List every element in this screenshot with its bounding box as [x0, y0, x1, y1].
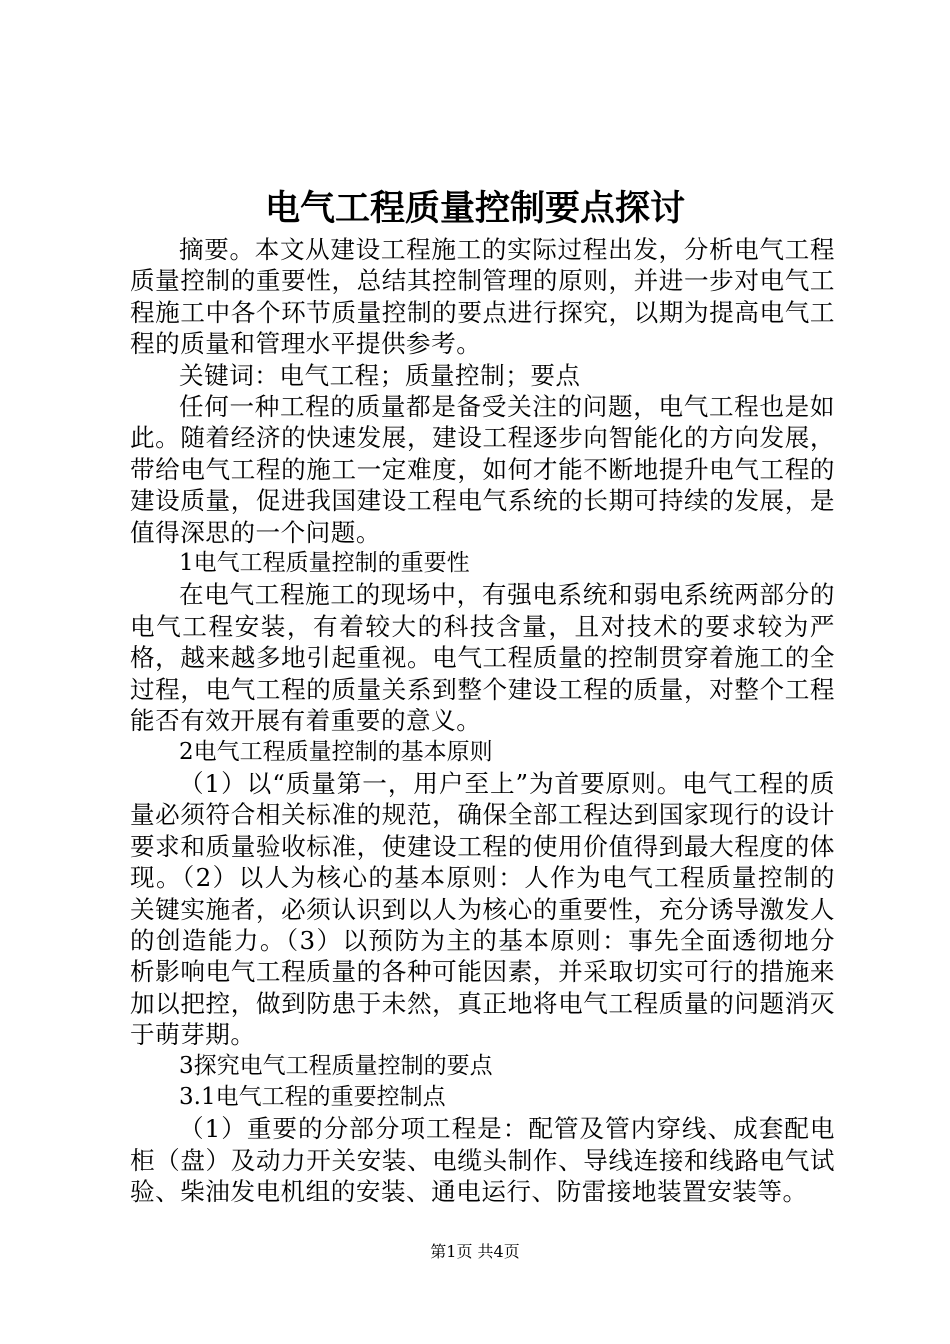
abstract-paragraph: 摘要。本文从建设工程施工的实际过程出发，分析电气工程质量控制的重要性，总结其控制管理的原则，并进一步对电气工程施工中各个环节质量控制的要点进行探究，以期为提高电气工程的质量和管理水平提供参考。 — [130, 235, 835, 359]
subsection-3-1-paragraph: （1）重要的分部分项工程是：配管及管内穿线、成套配电柜（盘）及动力开关安装、电缆头制作、导线连接和线路电气试验、柴油发电机组的安装、通电运行、防雷接地装置安装等。 — [130, 1114, 835, 1207]
section-1-paragraph: 在电气工程施工的现场中，有强电系统和弱电系统两部分的电气工程安装，有着较大的科技含量，且对技术的要求较为严格，越来越多地引起重视。电气工程质量的控制贯穿着施工的全过程，电气工程的质量关系到整个建设工程的质量，对整个工程能否有效开展有着重要的意义。 — [130, 580, 835, 736]
page-footer: 第1页 共4页 — [430, 1242, 520, 1261]
section-2-paragraph: （1）以“质量第一，用户至上”为首要原则。电气工程的质量必须符合相关标准的规范，确保全部工程达到国家现行的设计要求和质量验收标准，使建设工程的使用价值得到最大程度的体现。（2）以人为核心的基本原则：人作为电气工程质量控制的关键实施者，必须认识到以人为核心的重要性，充分诱导激发人的创造能力。（3）以预防为主的基本原则：事先全面透彻地分析影响电气工程质量的各种可能因素，并采取切实可行的措施来加以把控，做到防患于未然，真正地将电气工程质量的问题消灭于萌芽期。 — [130, 768, 835, 1050]
document-body — [130, 234, 835, 1208]
section-heading-2: 2电气工程质量控制的基本原则 — [179, 738, 493, 765]
document-title: 电气工程质量控制要点探讨 — [264, 188, 685, 229]
section-heading-1: 1电气工程质量控制的重要性 — [179, 550, 470, 577]
intro-paragraph: 任何一种工程的质量都是备受关注的问题，电气工程也是如此。随着经济的快速发展，建设工程逐步向智能化的方向发展，带给电气工程的施工一定难度，如何才能不断地提升电气工程的建设质量，促进我国建设工程电气系统的长期可持续的发展，是值得深思的一个问题。 — [130, 392, 835, 547]
keywords-line: 关键词：电气工程；质量控制；要点 — [179, 360, 581, 390]
subsection-heading-3-1: 3.1电气工程的重要控制点 — [179, 1083, 446, 1110]
section-heading-3: 3探究电气工程质量控制的要点 — [179, 1052, 493, 1079]
